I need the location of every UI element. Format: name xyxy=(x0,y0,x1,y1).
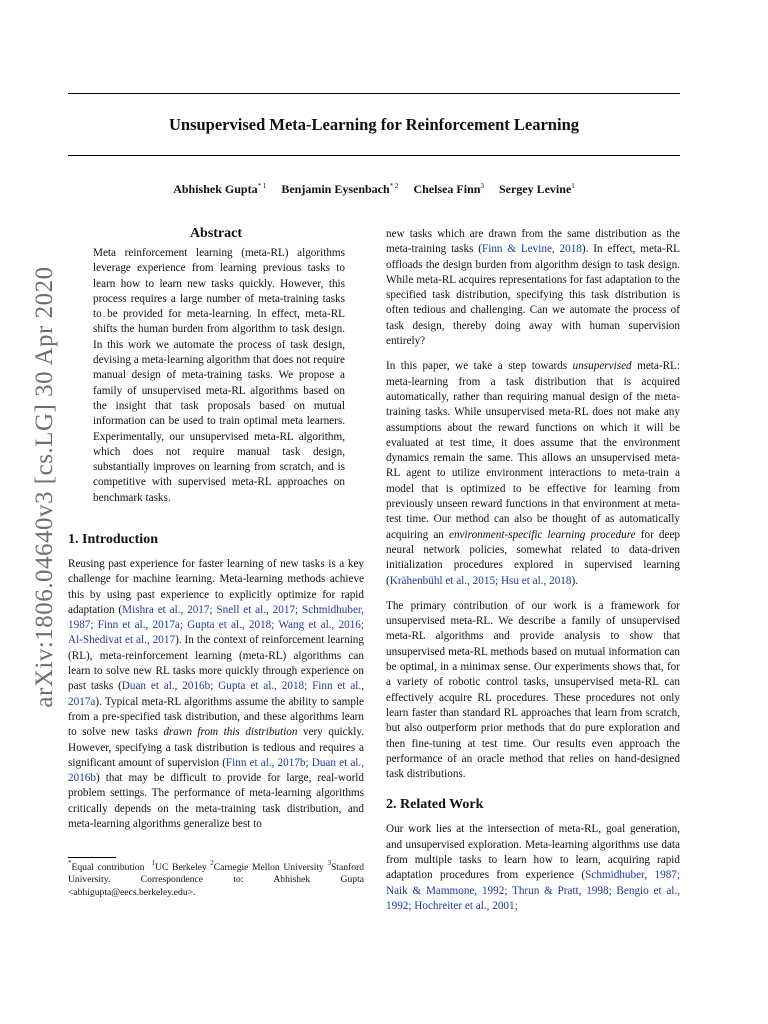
footnote-mark: 2 xyxy=(210,859,214,867)
citation-link[interactable]: Krähenbühl et al., 2015; Hsu et al., 2018 xyxy=(389,574,572,587)
title-rule-top xyxy=(68,93,680,94)
author-list xyxy=(68,179,680,199)
citation-link[interactable]: Schmidhuber, 1987; Naik & Mammone, 1992; Thrun & Pratt, 1998; Bengio et al., 1992; Hochreiter et al., 2001; xyxy=(386,869,680,912)
paragraph-text: ). In the context of reinforcement learning (RL), meta-reinforcement learning (meta-RL) algorithms can learn to solve new RL tasks more quickly through experience on past tasks ( xyxy=(68,634,364,693)
citation-link[interactable]: Mishra et al., 2017; Snell et al., 2017; Schmidhuber, 1987; Finn et al., 2017a; Gupta et al., 2018; Wang et al., 2016; Al-Shedivat et al., 2017 xyxy=(68,603,364,647)
abstract-heading: Abstract xyxy=(189,226,243,241)
body-paragraph xyxy=(386,359,680,588)
citation-link[interactable]: Finn et al., 2017b; Duan et al., 2016b xyxy=(68,756,364,785)
author-affiliation-mark: * 2 xyxy=(389,182,399,190)
paragraph-text: for deep neural network policies, somewhat related to data-driven initialization procedures explored in supervised learning ( xyxy=(386,528,681,587)
footnote-text: Equal contribution xyxy=(71,862,145,873)
introduction-heading: 1. Introduction xyxy=(68,532,158,547)
footnote-text: UC Berkeley xyxy=(155,862,207,873)
author-name: Benjamin Eysenbach xyxy=(281,182,390,196)
author-name: Abhishek Gupta xyxy=(173,182,258,196)
author-affiliation-mark: * 1 xyxy=(257,182,267,190)
footnote-mark: * xyxy=(68,859,72,867)
citation-link[interactable]: Finn & Levine, 2018 xyxy=(482,243,582,256)
paragraph-text: very quickly. However, specifying a task distribution is tedious and requires a significant amount of supervision ( xyxy=(68,726,364,769)
author-name: Sergey Levine xyxy=(498,182,572,196)
author-affiliation-mark: 1 xyxy=(571,182,575,190)
citation-link[interactable]: Duan et al., 2016b; Gupta et al., 2018; Finn et al., 2017a xyxy=(68,680,365,708)
emphasized-text: unsupervised xyxy=(572,360,632,373)
paragraph-text: Our work lies at the intersection of meta-RL, goal generation, and unsupervised exploration. Meta-learning algorithms use data from multiple tasks to learn how to learn, acquiring rapid adaptation procedures from experience ( xyxy=(386,823,680,882)
abstract-body: Meta reinforcement learning (meta-RL) algorithms leverage experience from learning previous tasks to learn how to learn new tasks quickly. However, this process requires a large number of meta-training tasks to be provided for meta-learning. In effect, meta-RL shifts the human burden from algorithm to task design. In this work we automate the process of task design, devising a meta-learning algorithm that does not require manual design of meta-training tasks. We propose a family of unsupervised meta-RL algorithms based on the insight that task proposals based on mutual information can be used to train optimal meta learners. Experimentally, our unsupervised meta-RL algorithm, which does not require manual task design, substantially improves on learning from scratch, and is competitive with supervised meta-RL approaches on benchmark tasks. xyxy=(93,247,345,504)
paragraph-text: ) that may be difficult to provide for large, real-world problem settings. The performance of meta-learning algorithms critically depends on the meta-training task distribution, and meta-learning algorithms generalize best to xyxy=(68,772,364,831)
author-name: Chelsea Finn xyxy=(413,182,481,196)
paragraph-text: Reusing past experience for faster learning of new tasks is a key challenge for machine learning. Meta-learning methods achieve this by using past experience to explicitly optimize for rapid adaptation ( xyxy=(68,558,364,616)
footnote-mark: 3 xyxy=(327,859,331,867)
body-paragraph xyxy=(386,822,680,914)
paragraph-text: ). xyxy=(571,574,579,587)
footnote-mark: 1 xyxy=(151,859,156,867)
related-work-heading: 2. Related Work xyxy=(386,797,484,813)
author-affiliation-mark: 3 xyxy=(480,182,484,190)
arxiv-identifier-stamp: arXiv:1806.04640v3 [cs.LG] 30 Apr 2020 xyxy=(31,266,58,708)
paragraph-text: meta-RL: meta-learning from a task distribution that is acquired automatically, rather than requiring manual design of the meta-training tasks. While unsupervised meta-RL does not make any assumptions about the reward functions on which it will be evaluated at test time, it does assume that the environment dynamics remain the same. This allows an unsupervised meta-RL agent to utilize environment interactions to meta-train a model that is optimized to be effective for learning from previously unseen reward functions in that environment at meta-test time. Our method can also be thought of as automatically acquiring an xyxy=(386,360,680,541)
footnote-text: Stanford University. Correspondence to: Abhishek Gupta <abhigupta@eecs.berkeley.edu>. xyxy=(68,862,364,898)
paper-title: Unsupervised Meta-Learning for Reinforcement Learning xyxy=(168,115,579,134)
body-paragraph xyxy=(386,227,680,349)
paragraph-text: new tasks which are drawn from the same distribution as the meta-training tasks ( xyxy=(386,228,680,256)
footnote-rule xyxy=(68,857,116,858)
paragraph-text: ). In effect, meta-RL offloads the design burden from algorithm design to task design. While meta-RL acquires representations for fast adaptation to the specified task distribution, specifying this task distribution is often tedious and challenging. Can we automate the process of task design, thereby doing away with human supervision entirely? xyxy=(386,243,681,348)
emphasized-text: environment-specific learning procedure xyxy=(449,528,636,541)
title-rule-bottom xyxy=(68,155,680,156)
emphasized-text: drawn from this distribution xyxy=(163,726,298,739)
body-paragraph: The primary contribution of our work is a framework for unsupervised meta-RL. We describe a family of unsupervised meta-RL algorithms and provide analysis to show that unsupervised meta-RL methods based on mutual information can be optimal, in a minimax sense. Our experiments shows that, for a variety of robotic control tasks, unsupervised meta-RL can effectively acquire RL procedures. These procedures not only learn faster than standard RL approaches that learn from scratch, but also outperform prior methods that do pure exploration and then fine-tuning at test time. Our results even approach the performance of an oracle method that relies on hand-designed task distributions. xyxy=(386,599,680,781)
paragraph-text: ). Typical meta-RL algorithms assume the ability to sample from a pre-specified task distribution, and these algorithms learn to solve new tasks xyxy=(68,695,364,739)
footnote-text: Carnegie Mellon University xyxy=(213,862,324,873)
right-column xyxy=(386,227,680,914)
affiliation-footnote xyxy=(68,859,364,899)
paragraph-text: In this paper, we take a step towards xyxy=(386,360,573,373)
introduction-paragraph xyxy=(68,557,364,832)
